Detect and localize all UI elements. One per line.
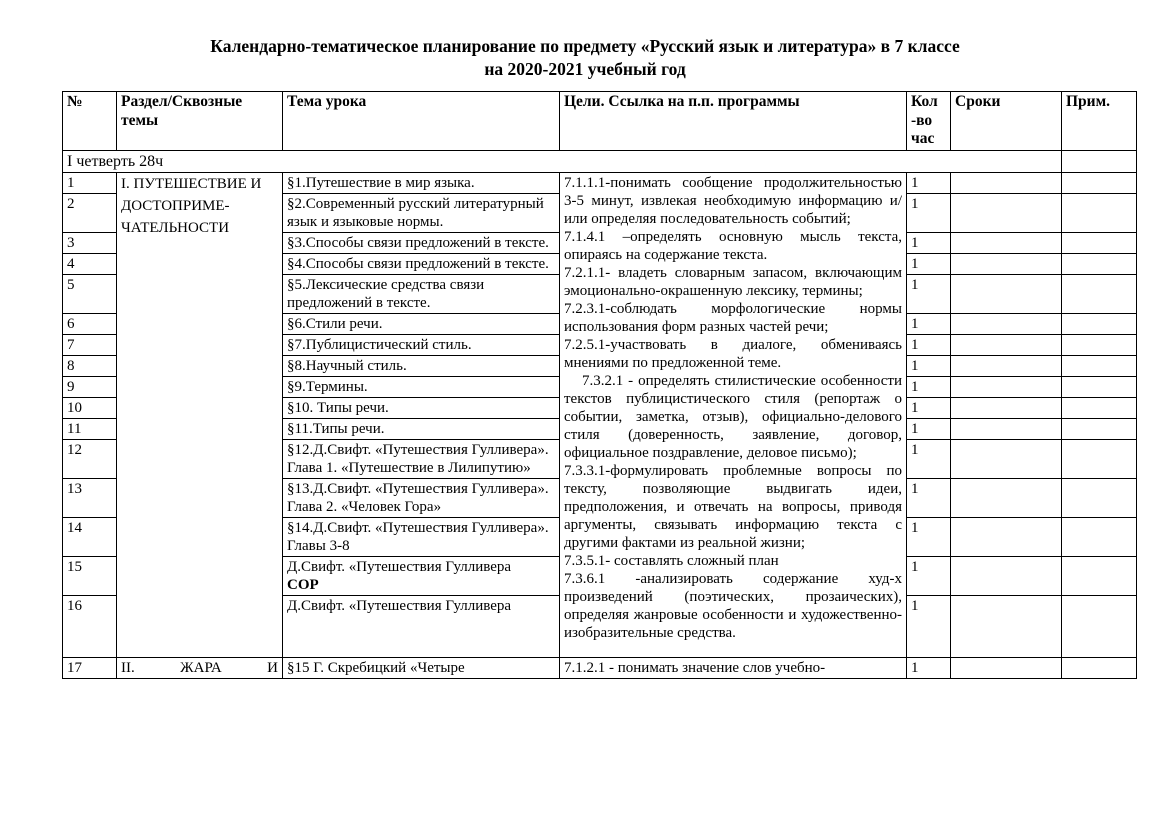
row-dates: [951, 658, 1062, 679]
goal-7-2-1-1: 7.2.1.1- владеть словарным запасом, включающим эмоционально-окрашенную лексику, термины;: [564, 265, 902, 300]
ktp-table: [62, 91, 1137, 679]
quarter-note-cell: [1062, 150, 1137, 172]
row-topic: §5.Лексические средства связи предложений в тексте.: [283, 275, 560, 314]
goal-7-2-5-1: 7.2.5.1-участвовать в диалоге, обмениваясь мнениями по предложенной теме.: [564, 337, 902, 372]
table-row: [63, 173, 1137, 194]
row-hours: 1: [907, 314, 951, 335]
row-topic: §9.Термины.: [283, 377, 560, 398]
row-dates: [951, 557, 1062, 596]
row-note: [1062, 419, 1137, 440]
row-num: 12: [63, 440, 117, 479]
row-dates: [951, 377, 1062, 398]
row-hours: 1: [907, 557, 951, 596]
row-topic: §7.Публицистический стиль.: [283, 335, 560, 356]
row-note: [1062, 194, 1137, 233]
goal-7-3-3-1: 7.3.3.1-формулировать проблемные вопросы по тексту, позволяющие выдвигать идеи, предположения, и отвечать на вопросы, приводя аргументы, связывать информацию текста с другими фактами из реальной жизни;: [564, 463, 902, 552]
row-dates: [951, 335, 1062, 356]
quarter-banner: I четверть 28ч: [63, 150, 1062, 172]
section-title-zhara: II. ЖАРА И: [117, 658, 283, 679]
row-note: [1062, 557, 1137, 596]
goals-cell-section-1: [560, 173, 907, 658]
row-hours: 1: [907, 398, 951, 419]
header-num: №: [63, 92, 117, 151]
row-hours: 1: [907, 233, 951, 254]
row-hours: 1: [907, 254, 951, 275]
row-num: 17: [63, 658, 117, 679]
row-note: [1062, 254, 1137, 275]
row-hours: 1: [907, 356, 951, 377]
row-note: [1062, 377, 1137, 398]
row-note: [1062, 233, 1137, 254]
row-num: 4: [63, 254, 117, 275]
header-goals: Цели. Ссылка на п.п. программы: [560, 92, 907, 151]
quarter-banner-row: [63, 150, 1137, 172]
row-num: 14: [63, 518, 117, 557]
row-num: 8: [63, 356, 117, 377]
row-topic: §4.Способы связи предложений в тексте.: [283, 254, 560, 275]
row-note: [1062, 314, 1137, 335]
row-dates: [951, 254, 1062, 275]
row-dates: [951, 518, 1062, 557]
row-num: 13: [63, 479, 117, 518]
row-topic: [283, 557, 560, 596]
row-dates: [951, 398, 1062, 419]
page-title-line2: на 2020-2021 учебный год: [484, 59, 686, 80]
row-num: 6: [63, 314, 117, 335]
page-title-line1: Календарно-тематическое планирование по предмету «Русский язык и литература» в 7 классе: [210, 36, 960, 56]
goals-cell-section-2: 7.1.2.1 - понимать значение слов учебно-: [560, 658, 907, 679]
row-dates: [951, 275, 1062, 314]
row-note: [1062, 440, 1137, 479]
row-hours: 1: [907, 518, 951, 557]
row-dates: [951, 479, 1062, 518]
row-num: 9: [63, 377, 117, 398]
row-topic: §6.Стили речи.: [283, 314, 560, 335]
goal-7-1-1-1: 7.1.1.1-понимать сообщение продолжительностью 3-5 минут, извлекая необходимую информацию и/или определяя последовательность событий;: [564, 175, 902, 228]
page-title: [0, 0, 1170, 81]
header-hours: Кол -во час: [907, 92, 951, 151]
row-hours: 1: [907, 479, 951, 518]
row-num: 1: [63, 173, 117, 194]
row-note: [1062, 275, 1137, 314]
row-num: 5: [63, 275, 117, 314]
row-dates: [951, 419, 1062, 440]
row-dates: [951, 314, 1062, 335]
row-dates: [951, 356, 1062, 377]
header-dates: Сроки: [951, 92, 1062, 151]
row-topic: §2.Современный русский литературный язык и языковые нормы.: [283, 194, 560, 233]
row-dates: [951, 233, 1062, 254]
row-hours: 1: [907, 419, 951, 440]
row-num: 10: [63, 398, 117, 419]
row-note: [1062, 356, 1137, 377]
row-hours: 1: [907, 275, 951, 314]
row-num: 3: [63, 233, 117, 254]
row-hours: 1: [907, 173, 951, 194]
row-topic: §15 Г. Скребицкий «Четыре: [283, 658, 560, 679]
sor-badge: СОР: [287, 577, 319, 594]
goal-7-1-4-1: 7.1.4.1 –определять основную мысль текста, опираясь на содержание текста.: [564, 229, 902, 264]
row-note: [1062, 658, 1137, 679]
row-num: 2: [63, 194, 117, 233]
row-note: [1062, 398, 1137, 419]
row-note: [1062, 173, 1137, 194]
row-hours: 1: [907, 194, 951, 233]
row-topic-text: Д.Свифт. «Путешествия Гулливера: [287, 559, 512, 576]
row-hours: 1: [907, 440, 951, 479]
row-note: [1062, 518, 1137, 557]
row-topic: §3.Способы связи предложений в тексте.: [283, 233, 560, 254]
row-hours: 1: [907, 335, 951, 356]
row-dates: [951, 194, 1062, 233]
row-topic: §14.Д.Свифт. «Путешествия Гулливера». Главы 3-8: [283, 518, 560, 557]
section-title-puteshestvie: I. ПУТЕШЕСТВИЕ И ДОСТОПРИМЕ-ЧАТЕЛЬНОСТИ: [117, 173, 283, 658]
row-topic: §13.Д.Свифт. «Путешествия Гулливера». Глава 2. «Человек Гора»: [283, 479, 560, 518]
row-num: 15: [63, 557, 117, 596]
goal-7-3-6-1: 7.3.6.1 -анализировать содержание худ-х произведений (поэтических, прозаических), определяя жанровые особенности и художественно-изобразительные средства.: [564, 571, 902, 642]
row-topic: Д.Свифт. «Путешествия Гулливера: [283, 596, 560, 658]
table-header-row: [63, 92, 1137, 151]
goal-7-3-2-1: 7.3.2.1 - определять стилистические особенности текстов публицистического стиля (репортаж о событии, заметка, отзыв), официально-делового стиля (доверенность, заявление, договор, официальное поздравление, деловое письмо);: [564, 373, 902, 462]
header-note: Прим.: [1062, 92, 1137, 151]
row-dates: [951, 173, 1062, 194]
row-topic: §10. Типы речи.: [283, 398, 560, 419]
row-note: [1062, 596, 1137, 658]
header-topic: Тема урока: [283, 92, 560, 151]
row-hours: 1: [907, 596, 951, 658]
row-topic: §11.Типы речи.: [283, 419, 560, 440]
row-num: 7: [63, 335, 117, 356]
row-num: 11: [63, 419, 117, 440]
row-topic: §1.Путешествие в мир языка.: [283, 173, 560, 194]
row-topic: §8.Научный стиль.: [283, 356, 560, 377]
header-section: Раздел/Сквозные темы: [117, 92, 283, 151]
row-note: [1062, 335, 1137, 356]
goal-7-3-5-1: 7.3.5.1- составлять сложный план: [564, 553, 779, 570]
row-hours: 1: [907, 377, 951, 398]
row-dates: [951, 596, 1062, 658]
table-row: [63, 658, 1137, 679]
row-topic: §12.Д.Свифт. «Путешествия Гулливера». Глава 1. «Путешествие в Лилипутию»: [283, 440, 560, 479]
row-note: [1062, 479, 1137, 518]
goal-7-2-3-1: 7.2.3.1-соблюдать морфологические нормы использования форм разных частей речи;: [564, 301, 902, 336]
row-hours: 1: [907, 658, 951, 679]
row-dates: [951, 440, 1062, 479]
row-num: 16: [63, 596, 117, 658]
